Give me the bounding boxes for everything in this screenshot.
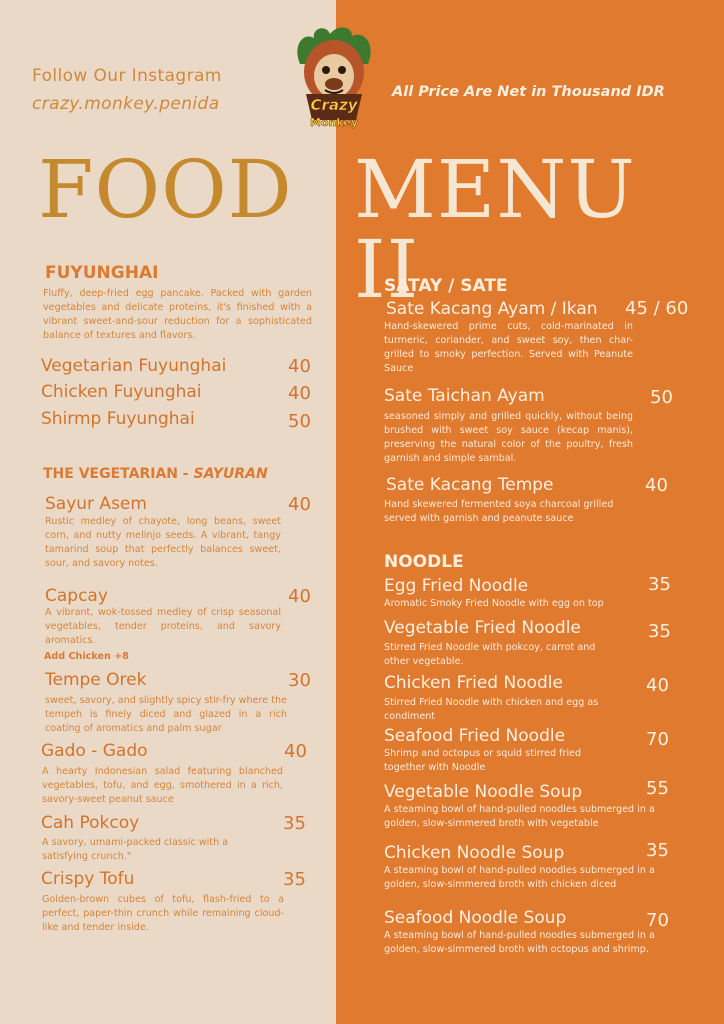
- menu-item-price: 70: [646, 910, 669, 931]
- instagram-label: Follow Our Instagram: [32, 66, 222, 86]
- menu-item-name: Sate Taichan Ayam: [384, 386, 545, 406]
- menu-item-price: 35: [283, 813, 306, 834]
- svg-text:Crazy: Crazy: [310, 96, 358, 114]
- menu-item-price: 50: [288, 411, 311, 432]
- menu-item-name: Tempe Orek: [45, 670, 147, 690]
- menu-item-name: Egg Fried Noodle: [384, 576, 529, 596]
- menu-item-price: 40: [288, 383, 311, 404]
- menu-item-name: Capcay: [45, 586, 108, 606]
- menu-item-description: Stirred Fried Noodle with chicken and egg as condiment: [384, 697, 599, 722]
- noodle-heading: NOODLE: [384, 552, 464, 572]
- menu-item-price: 35: [283, 869, 306, 890]
- menu-item-description: seasoned simply and grilled quickly, without being brushed with sweet soy sauce (kecap manis), preserving the natural color of the poultry, fresh garnish and simple sambal.: [384, 411, 633, 464]
- menu-item-price: 40: [288, 356, 311, 377]
- menu-item-price: 35: [648, 574, 671, 595]
- menu-item-price: 55: [646, 778, 669, 799]
- fuyunghai-heading: FUYUNGHAI: [45, 263, 159, 283]
- menu-item-description: Aromatic Smoky Fried Noodle with egg on top: [384, 598, 604, 609]
- title-food: FOOD: [38, 143, 293, 236]
- svg-text:Monkey: Monkey: [310, 116, 358, 129]
- price-note: All Price Are Net in Thousand IDR: [392, 84, 665, 100]
- menu-item-price: 40: [288, 586, 311, 607]
- satay-heading: SATAY / SATE: [384, 276, 508, 296]
- monkey-logo: [292, 24, 376, 136]
- vegetarian-heading-sub: - SAYURAN: [182, 466, 268, 482]
- menu-item-price: 35: [648, 621, 671, 642]
- menu-item-name: Sate Kacang Ayam / Ikan: [386, 299, 598, 319]
- menu-item-name: Chicken Fuyunghai: [41, 382, 202, 402]
- menu-item-description: A savory, umami-packed classic with a satisfying crunch.": [42, 837, 229, 862]
- title-menu: MENU II: [354, 143, 636, 316]
- menu-item-name: Sate Kacang Tempe: [386, 475, 554, 495]
- menu-item-price: 30: [288, 670, 311, 691]
- menu-item-price: 40: [284, 741, 307, 762]
- menu-item-description: Hand-skewered prime cuts, cold-marinated in turmeric, coriander, and sweet soy, then char-grilled to smoky perfection. Served with Peanute Sauce: [384, 321, 633, 374]
- menu-item-name: Vegetarian Fuyunghai: [41, 356, 227, 376]
- menu-item-name: Shirmp Fuyunghai: [41, 409, 195, 429]
- vegetarian-heading-main: THE VEGETARIAN: [43, 466, 178, 482]
- menu-item-name: Vegetable Fried Noodle: [384, 618, 581, 638]
- menu-item-description: A vibrant, wok-tossed medley of crisp seasonal vegetables, tender proteins, and savory aromatics.: [45, 607, 281, 646]
- menu-item-price: 45 / 60: [625, 298, 689, 319]
- fuyunghai-description: Fluffy, deep-fried egg pancake. Packed with garden vegetables and delicate proteins, it's finished with a vibrant sweet-and-sour reduction for a sophisticated balance of textures and flavors.: [43, 288, 312, 341]
- menu-item-price: 35: [646, 840, 669, 861]
- menu-item-name: Cah Pokcoy: [41, 813, 140, 833]
- menu-item-description: Stirred Fried Noodle with pokcoy, carrot and other vegetable.: [384, 642, 596, 667]
- menu-item-price: 50: [650, 387, 673, 408]
- menu-item-price: 70: [646, 729, 669, 750]
- menu-item-name: Seafood Noodle Soup: [384, 908, 567, 928]
- add-chicken-note: Add Chicken +8: [44, 651, 129, 662]
- menu-item-name: Gado - Gado: [41, 741, 148, 761]
- menu-item-description: sweet, savory, and slightly spicy stir-fry where the tempeh is finely diced and glazed in a rich coating of aromatics and palm sugar: [45, 695, 287, 734]
- menu-item-name: Seafood Fried Noodle: [384, 726, 566, 746]
- menu-item-name: Crispy Tofu: [41, 869, 135, 889]
- instagram-handle: crazy.monkey.penida: [32, 94, 220, 114]
- menu-item-name: Chicken Noodle Soup: [384, 843, 565, 863]
- menu-item-price: 40: [646, 675, 669, 696]
- menu-item-description: A steaming bowl of hand-pulled noodles submerged in a golden, slow-simmered broth with chicken diced: [384, 865, 655, 890]
- menu-item-name: Vegetable Noodle Soup: [384, 782, 583, 802]
- menu-item-name: Sayur Asem: [45, 494, 147, 514]
- menu-item-description: Golden-brown cubes of tofu, flash-fried to a perfect, paper-thin crunch while remaining cloud-like and tender inside.: [42, 894, 284, 933]
- menu-item-price: 40: [645, 475, 668, 496]
- menu-item-description: Rustic medley of chayote, long beans, sweet corn, and nutty melinjo seeds. A vibrant, tangy tamarind soup that perfectly balances sweet, sour, and savory notes.: [45, 516, 281, 569]
- menu-item-description: Shrimp and octopus or squid stirred fried together with Noodle: [384, 748, 582, 773]
- menu-item-name: Chicken Fried Noodle: [384, 673, 563, 693]
- menu-item-description: A steaming bowl of hand-pulled noodles submerged in a golden, slow-simmered broth with vegetable: [384, 804, 655, 829]
- menu-item-description: A hearty Indonesian salad featuring blanched vegetables, tofu, and egg, smothered in a rich, savory-sweet peanut sauce: [42, 766, 283, 805]
- menu-item-description: A steaming bowl of hand-pulled noodles submerged in a golden, slow-simmered broth with octopus and shrimp.: [384, 930, 655, 955]
- menu-item-price: 40: [288, 494, 311, 515]
- menu-item-description: Hand skewered fermented soya charcoal grilled served with garnish and peanute sauce: [384, 499, 614, 524]
- vegetarian-heading: [43, 466, 268, 482]
